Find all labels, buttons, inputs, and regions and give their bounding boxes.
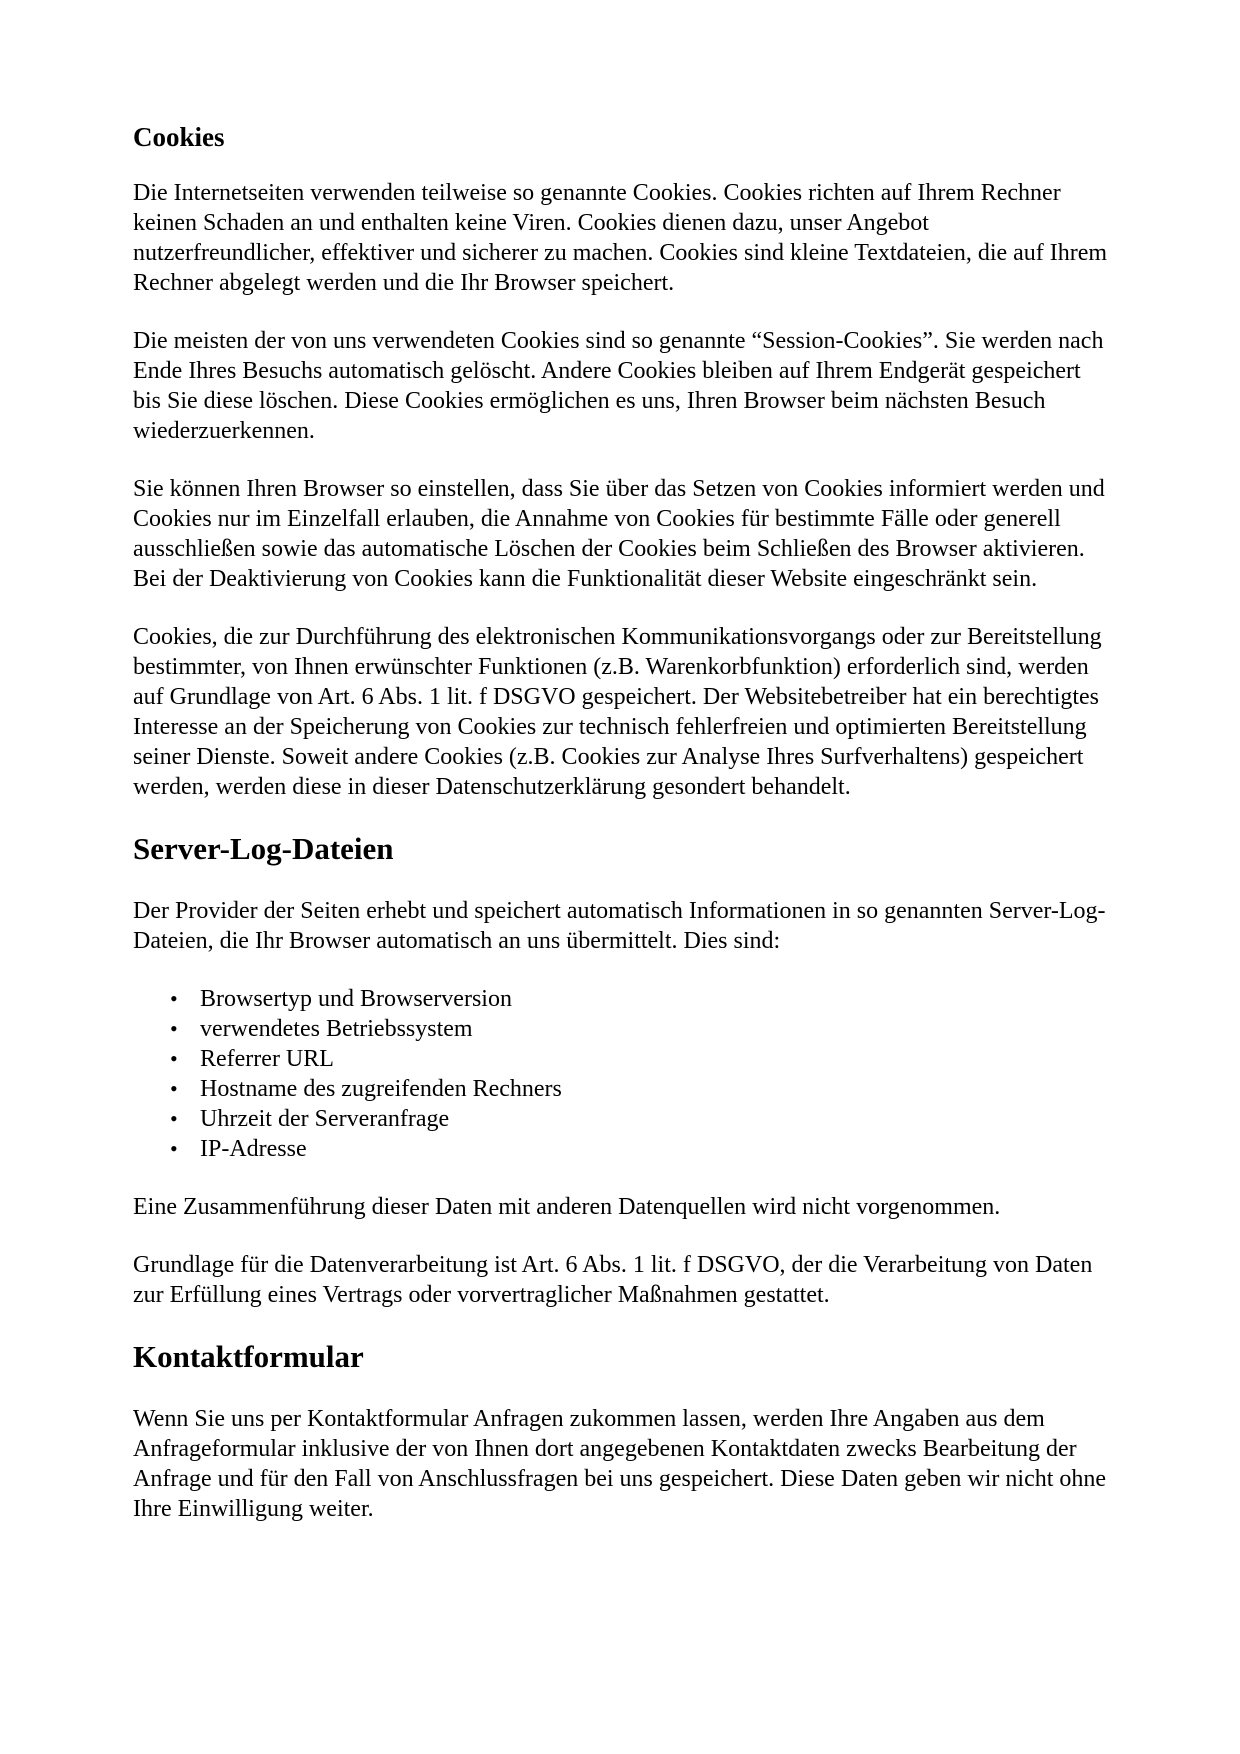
list-item-label: Browsertyp und Browserversion (200, 986, 512, 1012)
list-item-label: IP-Adresse (200, 1136, 307, 1162)
paragraph-kontaktformular: Wenn Sie uns per Kontaktformular Anfragen zukommen lassen, werden Ihre Angaben aus dem Anfrageformular inklusive der von Ihnen dort angegebenen Kontaktdaten zwecks Bearbeitung der Anfrage und für den Fall von Anschlussfragen bei uns gespeichert. Diese Daten geben wir nicht ohne Ihre Einwilligung weiter. (133, 1406, 1107, 1522)
list-item (133, 1074, 1110, 1104)
section-heading-kontaktformular: Kontaktformular (133, 1339, 364, 1374)
list-item-label: Uhrzeit der Serveranfrage (200, 1106, 450, 1132)
list-item-label: Hostname des zugreifenden Rechners (200, 1076, 562, 1102)
bullet-icon: • (170, 986, 178, 1011)
bullet-icon: • (170, 1046, 178, 1071)
document-content (133, 120, 1110, 1524)
paragraph-server-log-intro: Der Provider der Seiten erhebt und speichert automatisch Informationen in so genannten Server-Log-Dateien, die Ihr Browser automatisch an uns übermittelt. Dies sind: (133, 898, 1106, 954)
list-item-label: Referrer URL (200, 1046, 334, 1072)
paragraph-cookies-intro: Die Internetseiten verwenden teilweise so genannte Cookies. Cookies richten auf Ihrem Rechner keinen Schaden an und enthalten keine Viren. Cookies dienen dazu, unser Angebot nutzerfreundlicher, effektiver und sicherer zu machen. Cookies sind kleine Textdateien, die auf Ihrem Rechner abgelegt werden und die Ihr Browser speichert. (133, 180, 1108, 296)
list-item (133, 1044, 1110, 1074)
paragraph-session-cookies: Die meisten der von uns verwendeten Cookies sind so genannte “Session-Cookies”. Sie werden nach Ende Ihres Besuchs automatisch gelöscht. Andere Cookies bleiben auf Ihrem Endgerät gespeichert bis Sie diese löschen. Diese Cookies ermöglichen es uns, Ihren Browser beim nächsten Besuch wiederzuerkennen. (133, 328, 1104, 444)
paragraph-cookies-legal-basis: Cookies, die zur Durchführung des elektronischen Kommunikationsvorgangs oder zur Bereitstellung bestimmter, von Ihnen erwünschter Funktionen (z.B. Warenkorbfunktion) erforderlich sind, werden auf Grundlage von Art. 6 Abs. 1 lit. f DSGVO gespeichert. Der Websitebetreiber hat ein berechtigtes Interesse an der Speicherung von Cookies zur technisch fehlerfreien und optimierten Bereitstellung seiner Dienste. Soweit andere Cookies (z.B. Cookies zur Analyse Ihres Surfverhaltens) gespeichert werden, werden diese in dieser Datenschutzerklärung gesondert behandelt. (133, 624, 1102, 800)
server-log-data-list (133, 984, 1110, 1164)
paragraph-no-data-merge: Eine Zusammenführung dieser Daten mit anderen Datenquellen wird nicht vorgenommen. (133, 1194, 1001, 1220)
section-heading-cookies: Cookies (133, 122, 225, 152)
paragraph-server-log-legal-basis: Grundlage für die Datenverarbeitung ist Art. 6 Abs. 1 lit. f DSGVO, der die Verarbeitung von Daten zur Erfüllung eines Vertrags oder vorvertraglicher Maßnahmen gestattet. (133, 1252, 1093, 1308)
bullet-icon: • (170, 1076, 178, 1101)
bullet-icon: • (170, 1106, 178, 1131)
list-item (133, 984, 1110, 1014)
list-item (133, 1134, 1110, 1164)
list-item (133, 1104, 1110, 1134)
bullet-icon: • (170, 1136, 178, 1161)
list-item (133, 1014, 1110, 1044)
list-item-label: verwendetes Betriebssystem (200, 1016, 473, 1042)
bullet-icon: • (170, 1016, 178, 1041)
section-heading-server-log: Server-Log-Dateien (133, 831, 394, 866)
paragraph-browser-settings: Sie können Ihren Browser so einstellen, dass Sie über das Setzen von Cookies informiert werden und Cookies nur im Einzelfall erlauben, die Annahme von Cookies für bestimmte Fälle oder generell ausschließen sowie das automatische Löschen der Cookies beim Schließen des Browser aktivieren. Bei der Deaktivierung von Cookies kann die Funktionalität dieser Website eingeschränkt sein. (133, 476, 1105, 592)
